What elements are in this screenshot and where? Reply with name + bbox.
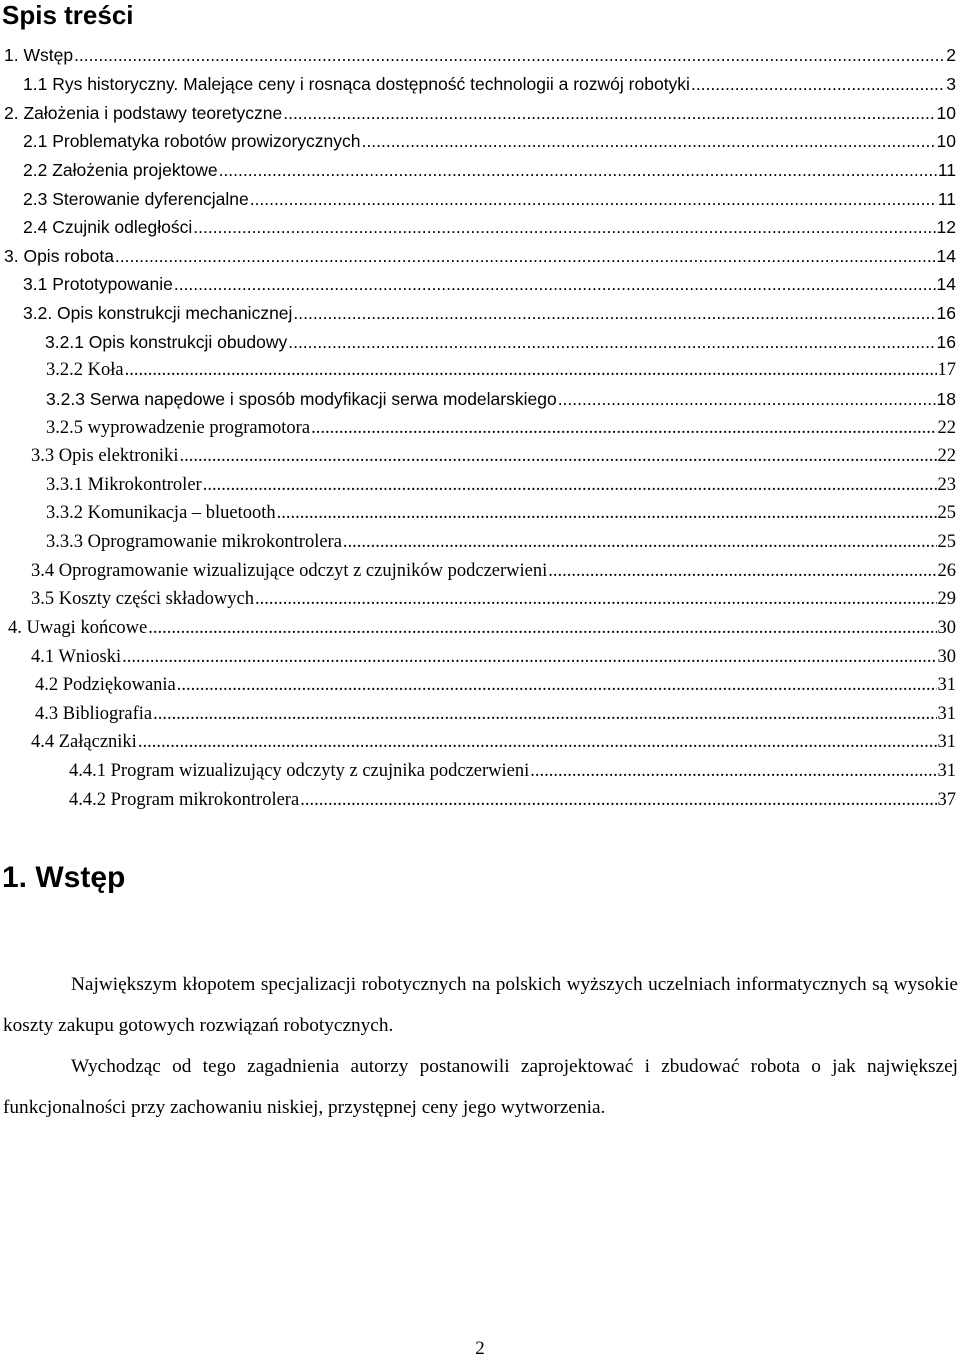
toc-entry-page: 16: [936, 332, 956, 352]
toc-entry-page: 2: [946, 45, 956, 65]
toc-entry-page: 18: [936, 389, 956, 409]
toc-entry-page: 25: [937, 532, 956, 552]
toc-entry[interactable]: [69, 787, 956, 813]
toc-entry[interactable]: [46, 415, 956, 441]
toc-entry-label: 3.2.3 Serwa napędowe i sposób modyfikacji serwa modelarskiego: [46, 389, 557, 409]
toc-entry-label: 2.1 Problematyka robotów prowizorycznych: [23, 131, 361, 151]
toc-entry[interactable]: [23, 128, 956, 154]
toc-leader-dots: [548, 558, 936, 584]
toc-leader-dots: [530, 758, 936, 784]
toc-leader-dots: [115, 243, 936, 269]
paragraph: Wychodząc od tego zagadnienia autorzy postanowili zaprojektować i zbudować robota o jak największej funkcjonalności przy zachowaniu niskiej, przystępnej ceny jego wytworzenia.: [3, 1056, 958, 1118]
toc-entry[interactable]: [46, 386, 956, 412]
toc-entry-label: 4.1 Wnioski: [31, 647, 122, 667]
toc-entry[interactable]: [31, 558, 956, 584]
toc-entry-label: 3.2.1 Opis konstrukcji obudowy: [45, 332, 288, 352]
toc-entry-label: 3. Opis robota: [4, 246, 114, 266]
toc-entry-page: 30: [937, 618, 956, 638]
toc-entry-page: 30: [937, 647, 956, 667]
toc-entry-label: 3.4 Oprogramowanie wizualizujące odczyt z czujników podczerwieni: [31, 561, 548, 581]
toc-entry-label: 2. Założenia i podstawy teoretyczne: [4, 103, 283, 123]
toc-leader-dots: [122, 644, 936, 670]
toc-entry-page: 31: [937, 761, 956, 781]
toc-entry[interactable]: [4, 100, 956, 126]
toc-entry-label: 2.2 Założenia projektowe: [23, 160, 218, 180]
toc-leader-dots: [219, 157, 937, 183]
toc-entry-label: 2.4 Czujnik odległości: [23, 217, 193, 237]
toc-entry-page: 26: [937, 561, 956, 581]
toc-entry[interactable]: [69, 758, 956, 784]
toc-leader-dots: [277, 500, 937, 526]
toc-entry[interactable]: [23, 186, 956, 212]
toc-entry-label: 2.3 Sterowanie dyferencjalne: [23, 189, 249, 209]
toc-entry-page: 3: [946, 74, 956, 94]
toc-leader-dots: [153, 701, 936, 727]
toc-leader-dots: [283, 100, 935, 126]
toc-entry[interactable]: [23, 71, 956, 97]
toc-leader-dots: [174, 271, 936, 297]
toc-entry-page: 31: [937, 675, 956, 695]
toc-leader-dots: [300, 787, 936, 813]
toc-leader-dots: [362, 128, 936, 154]
toc-title: Spis treści: [2, 0, 134, 30]
toc-entry-label: 4. Uwagi końcowe: [8, 618, 148, 638]
toc-entry-page: 22: [937, 418, 956, 438]
toc-leader-dots: [288, 329, 935, 355]
toc-entry-label: 3.2.2 Koła: [46, 360, 124, 380]
toc-entry[interactable]: [31, 586, 956, 612]
toc-entry-page: 31: [937, 732, 956, 752]
toc-entry[interactable]: [8, 615, 956, 641]
toc-entry-page: 22: [937, 446, 956, 466]
toc-entry-label: 3.3.3 Oprogramowanie mikrokontrolera: [46, 532, 342, 552]
toc-entry[interactable]: [23, 300, 956, 326]
toc-leader-dots: [193, 214, 935, 240]
toc-entry-page: 10: [936, 103, 956, 123]
toc-leader-dots: [293, 300, 935, 326]
toc-entry-label: 4.4 Załączniki: [31, 732, 137, 752]
toc-entry[interactable]: [4, 243, 956, 269]
toc-entry[interactable]: [46, 357, 956, 383]
toc-leader-dots: [177, 672, 937, 698]
toc-entry[interactable]: [35, 672, 956, 698]
toc-entry[interactable]: [45, 329, 956, 355]
toc-leader-dots: [179, 443, 936, 469]
toc-entry[interactable]: [31, 729, 956, 755]
toc-entry-page: 12: [936, 217, 956, 237]
toc-entry-label: 4.4.2 Program mikrokontrolera: [69, 790, 300, 810]
toc-entry[interactable]: [46, 529, 956, 555]
toc-leader-dots: [558, 386, 936, 412]
toc-entry-label: 3.5 Koszty części składowych: [31, 589, 254, 609]
toc-entry-label: 3.2.5 wyprowadzenie programotora: [46, 418, 311, 438]
toc-entry-page: 17: [937, 360, 956, 380]
toc-leader-dots: [74, 42, 945, 68]
toc-leader-dots: [691, 71, 945, 97]
toc-entry-page: 16: [936, 303, 956, 323]
toc-entry[interactable]: [46, 472, 956, 498]
toc-leader-dots: [203, 472, 937, 498]
toc-entry[interactable]: [35, 701, 956, 727]
toc-entry[interactable]: [46, 500, 956, 526]
toc-leader-dots: [138, 729, 937, 755]
toc-leader-dots: [311, 415, 936, 441]
toc-entry[interactable]: [23, 271, 956, 297]
toc-leader-dots: [125, 357, 937, 383]
toc-entry-page: 25: [937, 503, 956, 523]
toc-entry-label: 3.2. Opis konstrukcji mechanicznej: [23, 303, 293, 323]
toc-entry-label: 3.3 Opis elektroniki: [31, 446, 179, 466]
section-heading: 1. Wstęp: [2, 861, 126, 894]
toc-entry-page: 31: [937, 704, 956, 724]
toc-entry-label: 4.2 Podziękowania: [35, 675, 176, 695]
paragraph: Największym kłopotem specjalizacji robotycznych na polskich wyższych uczelniach informatycznych są wysokie koszty zakupu gotowych rozwiązań robotycznych.: [3, 974, 958, 1036]
toc-entry[interactable]: [23, 214, 956, 240]
toc-entry-page: 37: [937, 790, 956, 810]
toc-entry-label: 3.3.2 Komunikacja – bluetooth: [46, 503, 276, 523]
toc-entry-label: 1. Wstęp: [4, 45, 74, 65]
toc-entry-page: 14: [936, 274, 956, 294]
toc-entry-page: 29: [937, 589, 956, 609]
toc-entry[interactable]: [31, 443, 956, 469]
toc-leader-dots: [250, 186, 937, 212]
toc-entry-page: 11: [937, 189, 956, 209]
toc-entry-label: 3.1 Prototypowanie: [23, 274, 173, 294]
toc-entry-page: 14: [936, 246, 956, 266]
toc-leader-dots: [148, 615, 936, 641]
toc-leader-dots: [343, 529, 937, 555]
toc-entry-page: 23: [937, 475, 956, 495]
toc-entry-page: 10: [936, 131, 956, 151]
toc-entry-label: 3.3.1 Mikrokontroler: [46, 475, 202, 495]
toc-entry-label: 4.3 Bibliografia: [35, 704, 153, 724]
toc-entry-label: 4.4.1 Program wizualizujący odczyty z czujnika podczerwieni: [69, 761, 530, 781]
toc-entry[interactable]: [31, 644, 956, 670]
toc-entry-label: 1.1 Rys historyczny. Malejące ceny i rosnąca dostępność technologii a rozwój robotyki: [23, 74, 690, 94]
page-number: 2: [475, 1338, 485, 1359]
toc-entry[interactable]: [4, 42, 956, 68]
toc-leader-dots: [255, 586, 937, 612]
toc-entry-page: 11: [937, 160, 956, 180]
toc-entry[interactable]: [23, 157, 956, 183]
